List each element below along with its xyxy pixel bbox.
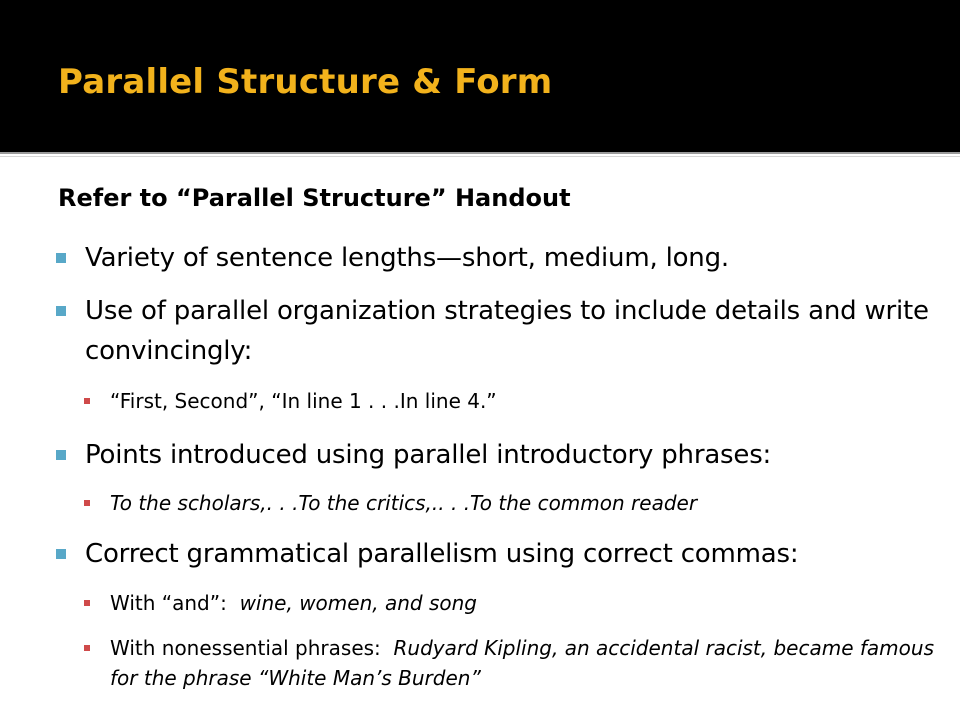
bullet-grammatical-parallelism xyxy=(56,534,940,574)
sub-bullet-first-second xyxy=(84,386,940,416)
square-bullet-icon xyxy=(56,435,76,475)
small-square-bullet-icon xyxy=(84,588,98,618)
sub-bullet-lead: With “and”: xyxy=(110,591,240,615)
bullet-introductory-phrases xyxy=(56,435,940,475)
bullet-sentence-variety xyxy=(56,238,940,278)
bullet-parallel-organization xyxy=(56,291,940,371)
bullet-text: Variety of sentence lengths—short, medium, long. xyxy=(85,243,729,273)
small-square-bullet-icon xyxy=(84,633,98,663)
handout-heading: Refer to “Parallel Structure” Handout xyxy=(58,184,571,212)
sub-bullet-text xyxy=(110,588,940,618)
square-bullet-icon xyxy=(56,291,76,331)
small-square-bullet-icon xyxy=(84,488,98,518)
small-square-bullet-icon xyxy=(84,386,98,416)
bullet-text: Use of parallel organization strategies to include details and write convincingly: xyxy=(85,296,929,366)
sub-bullet-text xyxy=(110,633,940,693)
slide-title: Parallel Structure & Form xyxy=(58,62,553,102)
sub-bullet-example: wine, women, and song xyxy=(239,591,477,615)
sub-bullet-with-and xyxy=(84,588,940,618)
sub-bullet-scholars xyxy=(84,488,940,518)
sub-bullet-lead: With nonessential phrases: xyxy=(110,636,394,660)
sub-bullet-text: To the scholars,. . .To the critics,.. . .To the common reader xyxy=(110,491,698,515)
bullet-text: Points introduced using parallel introductory phrases: xyxy=(85,440,772,470)
bullet-text: Correct grammatical parallelism using correct commas: xyxy=(85,539,799,569)
sub-bullet-text: “First, Second”, “In line 1 . . .In line 4.” xyxy=(110,389,497,413)
square-bullet-icon xyxy=(56,238,76,278)
sub-bullet-example: Rudyard Kipling, an accidental racist, became famous for the phrase “White Man’s Burden” xyxy=(110,636,934,690)
square-bullet-icon xyxy=(56,534,76,574)
sub-bullet-nonessential xyxy=(84,633,940,693)
